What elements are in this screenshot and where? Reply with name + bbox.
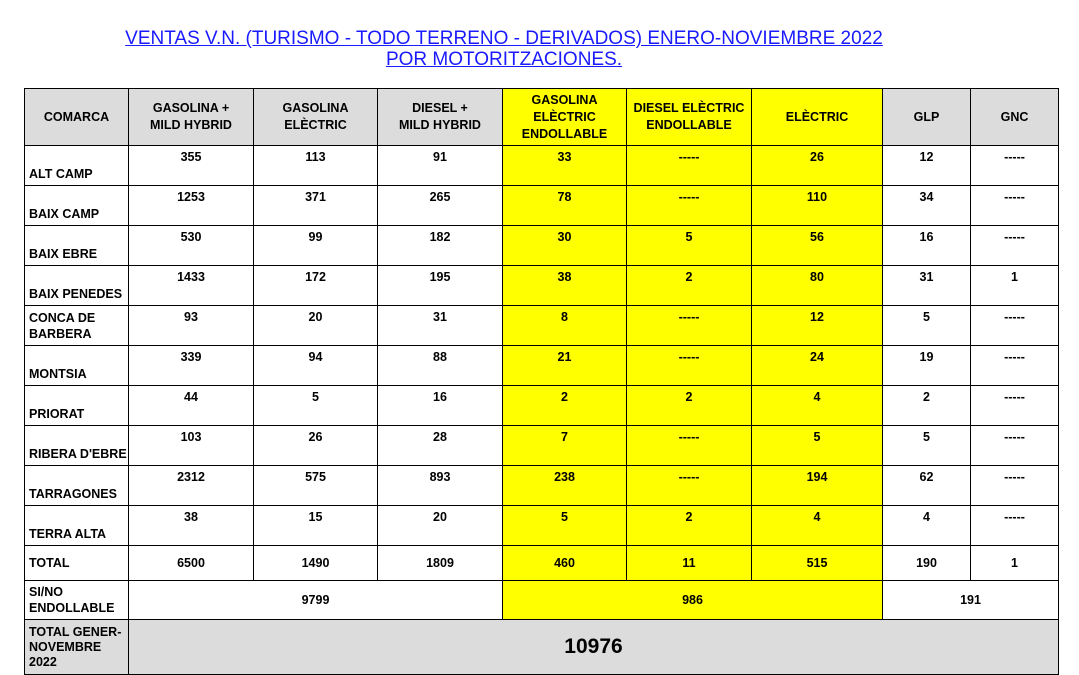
value-cell: ----- bbox=[971, 186, 1059, 226]
value-cell: 1253 bbox=[129, 186, 254, 226]
value-cell: 15 bbox=[254, 506, 378, 546]
header-comarca: COMARCA bbox=[25, 89, 129, 146]
value-cell: 12 bbox=[883, 146, 971, 186]
value-cell: 5 bbox=[752, 426, 883, 466]
value-cell: 113 bbox=[254, 146, 378, 186]
value-cell: ----- bbox=[627, 186, 752, 226]
value-cell: 5 bbox=[883, 426, 971, 466]
comarca-cell: CONCA DE BARBERA bbox=[25, 306, 129, 346]
value-cell: 195 bbox=[378, 266, 503, 306]
sino-endollable-row bbox=[25, 581, 1059, 620]
report-title bbox=[0, 28, 1008, 70]
header-row bbox=[25, 89, 1059, 146]
value-cell: 34 bbox=[883, 186, 971, 226]
value-cell: 28 bbox=[378, 426, 503, 466]
value-cell: 94 bbox=[254, 346, 378, 386]
value-cell: 62 bbox=[883, 466, 971, 506]
value-cell: 5 bbox=[883, 306, 971, 346]
grand-total-value: 10976 bbox=[129, 620, 1059, 675]
value-cell: 91 bbox=[378, 146, 503, 186]
sino-label: SI/NO ENDOLLABLE bbox=[25, 581, 129, 620]
title-line-1: VENTAS V.N. (TURISMO - TODO TERRENO - DERIVADOS) ENERO-NOVIEMBRE 2022 bbox=[125, 28, 883, 49]
header-gasolina-electric: GASOLINA ELÈCTRIC bbox=[254, 89, 378, 146]
value-cell: 26 bbox=[752, 146, 883, 186]
value-cell: ----- bbox=[627, 146, 752, 186]
value-cell: 33 bbox=[503, 146, 627, 186]
value-cell: 575 bbox=[254, 466, 378, 506]
value-cell: 2 bbox=[503, 386, 627, 426]
value-cell: ----- bbox=[971, 386, 1059, 426]
value-cell: 339 bbox=[129, 346, 254, 386]
value-cell: 44 bbox=[129, 386, 254, 426]
value-cell: 2 bbox=[627, 386, 752, 426]
table-row bbox=[25, 426, 1059, 466]
value-cell: 31 bbox=[883, 266, 971, 306]
value-cell: 182 bbox=[378, 226, 503, 266]
value-cell: 78 bbox=[503, 186, 627, 226]
value-cell: 2 bbox=[627, 506, 752, 546]
value-cell: 103 bbox=[129, 426, 254, 466]
value-cell: 38 bbox=[129, 506, 254, 546]
value-cell: 30 bbox=[503, 226, 627, 266]
value-cell: 56 bbox=[752, 226, 883, 266]
value-cell: ----- bbox=[627, 346, 752, 386]
value-cell: 19 bbox=[883, 346, 971, 386]
comarca-cell: RIBERA D'EBRE bbox=[25, 426, 129, 466]
value-cell: 80 bbox=[752, 266, 883, 306]
value-cell: 1 bbox=[971, 266, 1059, 306]
value-cell: 4 bbox=[883, 506, 971, 546]
value-cell: 893 bbox=[378, 466, 503, 506]
total-label: TOTAL bbox=[25, 546, 129, 581]
value-cell: 194 bbox=[752, 466, 883, 506]
table-row bbox=[25, 186, 1059, 226]
total-cell: 460 bbox=[503, 546, 627, 581]
value-cell: 1433 bbox=[129, 266, 254, 306]
comarca-cell: BAIX CAMP bbox=[25, 186, 129, 226]
total-cell: 6500 bbox=[129, 546, 254, 581]
value-cell: 238 bbox=[503, 466, 627, 506]
value-cell: 99 bbox=[254, 226, 378, 266]
gas-total: 191 bbox=[883, 581, 1059, 620]
value-cell: 7 bbox=[503, 426, 627, 466]
comarca-cell: TARRAGONES bbox=[25, 466, 129, 506]
endollable-total: 986 bbox=[503, 581, 883, 620]
value-cell: ----- bbox=[971, 426, 1059, 466]
value-cell: ----- bbox=[627, 466, 752, 506]
table-row bbox=[25, 346, 1059, 386]
header-diesel-mild-hybrid: DIESEL + MILD HYBRID bbox=[378, 89, 503, 146]
value-cell: 21 bbox=[503, 346, 627, 386]
table-row bbox=[25, 266, 1059, 306]
table-row bbox=[25, 386, 1059, 426]
grand-total-label: TOTAL GENER-NOVEMBRE 2022 bbox=[25, 620, 129, 675]
comarca-cell: TERRA ALTA bbox=[25, 506, 129, 546]
value-cell: 2312 bbox=[129, 466, 254, 506]
header-electric: ELÈCTRIC bbox=[752, 89, 883, 146]
comarca-cell: BAIX EBRE bbox=[25, 226, 129, 266]
value-cell: 110 bbox=[752, 186, 883, 226]
value-cell: 2 bbox=[883, 386, 971, 426]
comarca-cell: PRIORAT bbox=[25, 386, 129, 426]
value-cell: 5 bbox=[627, 226, 752, 266]
table-row bbox=[25, 226, 1059, 266]
value-cell: 530 bbox=[129, 226, 254, 266]
table-row bbox=[25, 506, 1059, 546]
value-cell: 12 bbox=[752, 306, 883, 346]
value-cell: 371 bbox=[254, 186, 378, 226]
value-cell: 24 bbox=[752, 346, 883, 386]
value-cell: 20 bbox=[378, 506, 503, 546]
header-gasolina-electric-endollable: GASOLINA ELÈCTRIC ENDOLLABLE bbox=[503, 89, 627, 146]
value-cell: 5 bbox=[254, 386, 378, 426]
value-cell: 172 bbox=[254, 266, 378, 306]
value-cell: ----- bbox=[971, 506, 1059, 546]
total-cell: 1809 bbox=[378, 546, 503, 581]
value-cell: ----- bbox=[971, 466, 1059, 506]
value-cell: 355 bbox=[129, 146, 254, 186]
total-row bbox=[25, 546, 1059, 581]
value-cell: 88 bbox=[378, 346, 503, 386]
comarca-cell: ALT CAMP bbox=[25, 146, 129, 186]
comarca-cell: MONTSIA bbox=[25, 346, 129, 386]
header-glp: GLP bbox=[883, 89, 971, 146]
value-cell: 26 bbox=[254, 426, 378, 466]
total-cell: 11 bbox=[627, 546, 752, 581]
no-endollable-total: 9799 bbox=[129, 581, 503, 620]
total-cell: 1 bbox=[971, 546, 1059, 581]
total-cell: 515 bbox=[752, 546, 883, 581]
grand-total-row bbox=[25, 620, 1059, 675]
value-cell: ----- bbox=[627, 306, 752, 346]
table-row bbox=[25, 146, 1059, 186]
value-cell: 31 bbox=[378, 306, 503, 346]
value-cell: 4 bbox=[752, 506, 883, 546]
total-cell: 190 bbox=[883, 546, 971, 581]
value-cell: 16 bbox=[883, 226, 971, 266]
value-cell: 265 bbox=[378, 186, 503, 226]
value-cell: ----- bbox=[971, 146, 1059, 186]
value-cell: 2 bbox=[627, 266, 752, 306]
table-row bbox=[25, 306, 1059, 346]
value-cell: ----- bbox=[971, 226, 1059, 266]
sales-table bbox=[24, 88, 1059, 675]
table-row bbox=[25, 466, 1059, 506]
value-cell: 93 bbox=[129, 306, 254, 346]
value-cell: 38 bbox=[503, 266, 627, 306]
title-line-2: POR MOTORITZACIONES. bbox=[385, 49, 623, 70]
value-cell: ----- bbox=[971, 306, 1059, 346]
total-cell: 1490 bbox=[254, 546, 378, 581]
value-cell: 8 bbox=[503, 306, 627, 346]
value-cell: ----- bbox=[627, 426, 752, 466]
header-gnc: GNC bbox=[971, 89, 1059, 146]
value-cell: 4 bbox=[752, 386, 883, 426]
comarca-cell: BAIX PENEDES bbox=[25, 266, 129, 306]
value-cell: 5 bbox=[503, 506, 627, 546]
value-cell: ----- bbox=[971, 346, 1059, 386]
value-cell: 20 bbox=[254, 306, 378, 346]
header-gasolina-mild-hybrid: GASOLINA + MILD HYBRID bbox=[129, 89, 254, 146]
value-cell: 16 bbox=[378, 386, 503, 426]
header-diesel-electric-endollable: DIESEL ELÈCTRIC ENDOLLABLE bbox=[627, 89, 752, 146]
